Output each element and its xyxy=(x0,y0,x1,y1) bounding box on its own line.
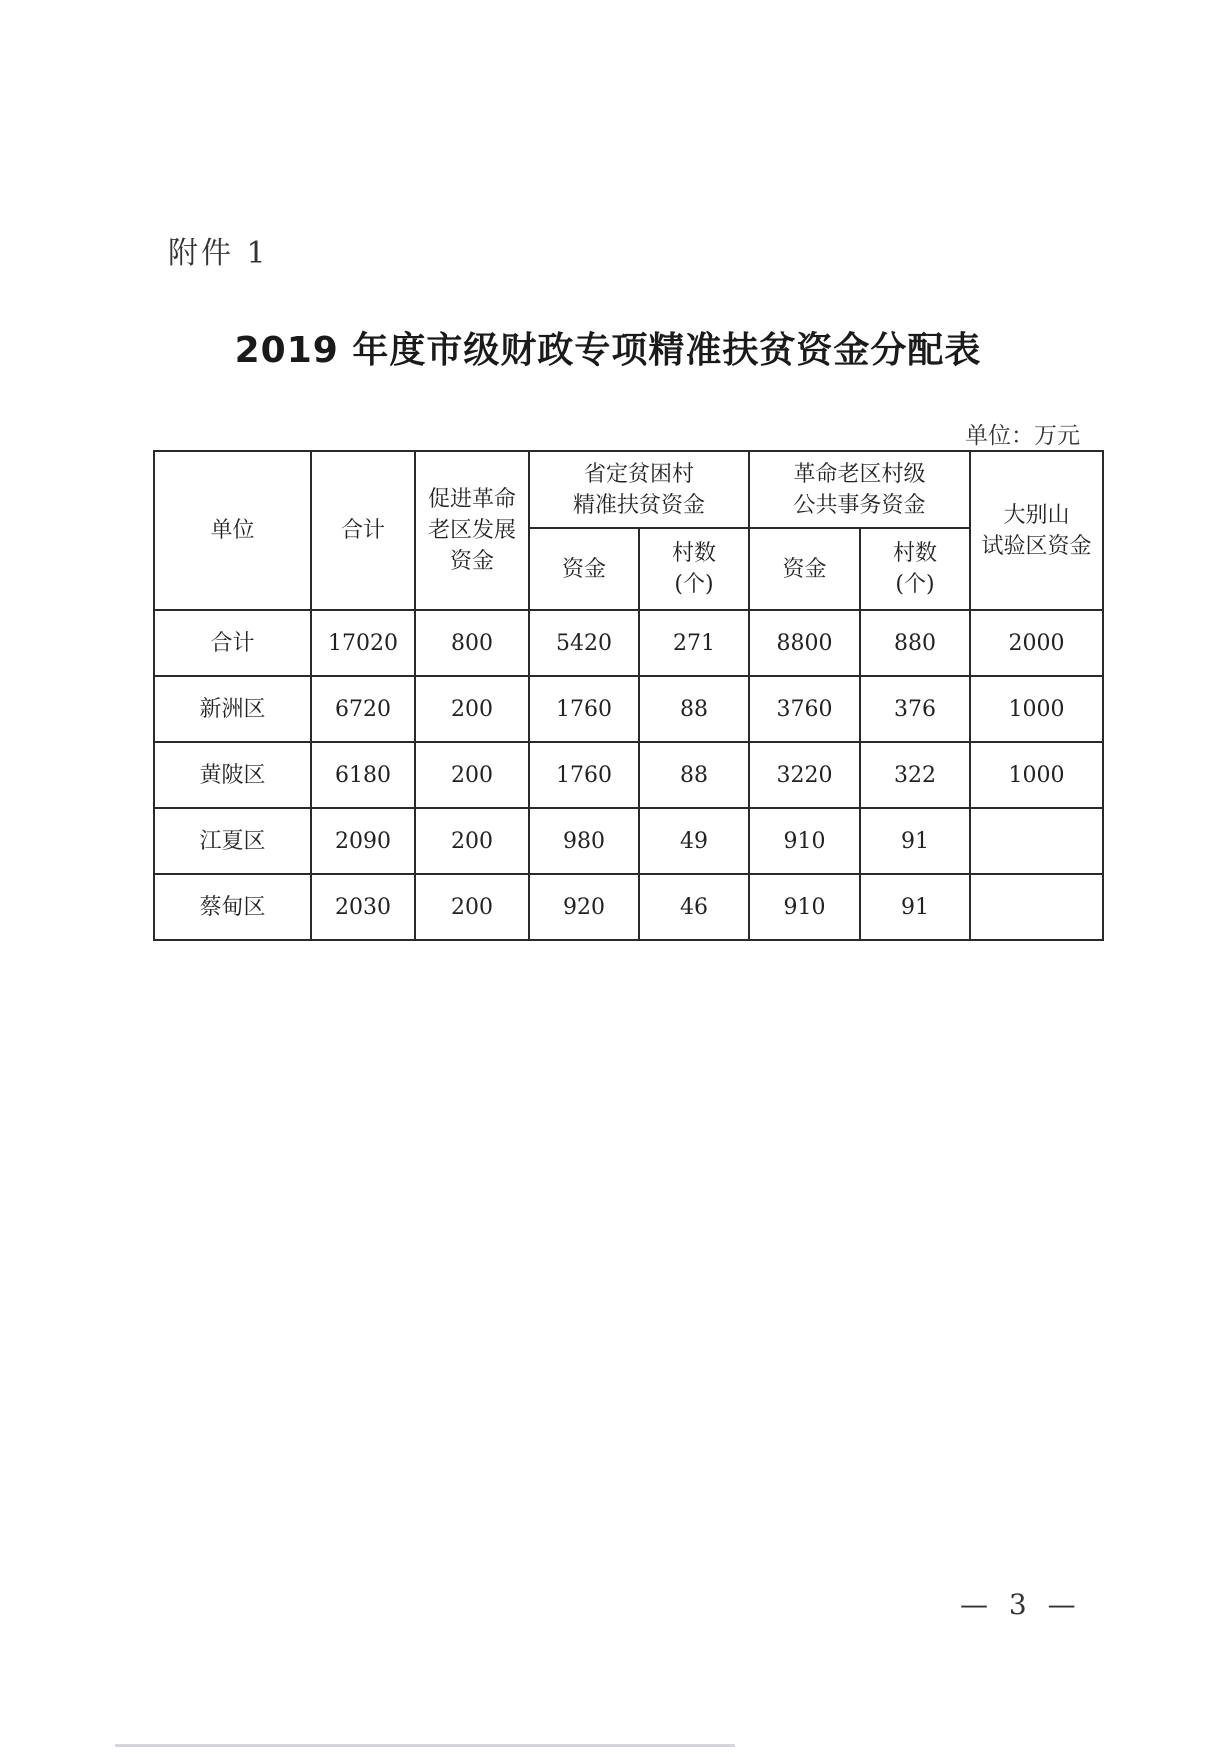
page-number: — 3 — xyxy=(960,1588,1082,1621)
cell-revolution-count: 376 xyxy=(860,676,970,742)
header-promote-line-1: 促进革命 xyxy=(427,487,516,512)
page-title: 2019 年度市级财政专项精准扶贫资金分配表 xyxy=(234,330,982,371)
cell-revolution-fund: 910 xyxy=(749,808,860,874)
scan-edge-mark xyxy=(115,1744,735,1747)
header-promote-line-2: 老区发展 xyxy=(427,518,516,543)
cell-dabie xyxy=(970,808,1103,874)
cell-province-fund: 5420 xyxy=(529,610,639,676)
header-province-fund: 资金 xyxy=(529,528,639,610)
cell-unit: 新洲区 xyxy=(154,676,311,742)
cell-promote: 200 xyxy=(415,742,529,808)
header-revolution-group xyxy=(749,451,970,528)
header-dabie-line-2: 试验区资金 xyxy=(981,533,1092,559)
header-province-count-line-2: (个) xyxy=(674,572,714,597)
header-province-group xyxy=(529,451,749,528)
header-dabie-line-1: 大别山 xyxy=(1003,502,1070,528)
cell-unit: 江夏区 xyxy=(154,808,311,874)
table-row xyxy=(154,742,1103,808)
allocation-table xyxy=(153,450,1104,941)
cell-revolution-count: 91 xyxy=(860,874,970,940)
cell-dabie: 1000 xyxy=(970,676,1103,742)
cell-total: 17020 xyxy=(311,610,415,676)
header-province-count-line-1: 村数 xyxy=(671,541,716,566)
cell-total: 6720 xyxy=(311,676,415,742)
cell-province-count: 88 xyxy=(639,676,749,742)
header-promote-fund xyxy=(415,451,529,610)
cell-promote: 200 xyxy=(415,676,529,742)
cell-unit: 合计 xyxy=(154,610,311,676)
cell-revolution-fund: 8800 xyxy=(749,610,860,676)
cell-province-count: 49 xyxy=(639,808,749,874)
header-revolution-line-1: 革命老区村级 xyxy=(793,461,926,487)
cell-total: 2090 xyxy=(311,808,415,874)
cell-revolution-fund: 910 xyxy=(749,874,860,940)
header-province-line-2: 精准扶贫资金 xyxy=(572,492,705,518)
table-row xyxy=(154,808,1103,874)
cell-total: 2030 xyxy=(311,874,415,940)
cell-dabie: 2000 xyxy=(970,610,1103,676)
cell-revolution-fund: 3760 xyxy=(749,676,860,742)
cell-revolution-count: 91 xyxy=(860,808,970,874)
cell-province-fund: 920 xyxy=(529,874,639,940)
header-unit: 单位 xyxy=(154,451,311,610)
table-row xyxy=(154,676,1103,742)
cell-dabie xyxy=(970,874,1103,940)
table-header-row xyxy=(154,451,1103,528)
cell-province-count: 88 xyxy=(639,742,749,808)
cell-unit: 黄陂区 xyxy=(154,742,311,808)
header-dabie-fund xyxy=(970,451,1103,610)
cell-province-fund: 1760 xyxy=(529,676,639,742)
cell-province-fund: 980 xyxy=(529,808,639,874)
cell-province-count: 271 xyxy=(639,610,749,676)
cell-revolution-count: 322 xyxy=(860,742,970,808)
header-province-line-1: 省定贫困村 xyxy=(583,461,694,487)
attachment-label: 附件 1 xyxy=(168,236,269,271)
header-promote-line-3: 资金 xyxy=(449,549,494,574)
cell-province-fund: 1760 xyxy=(529,742,639,808)
header-revolution-fund: 资金 xyxy=(749,528,860,610)
header-revolution-count xyxy=(860,528,970,610)
header-revolution-count-line-2: (个) xyxy=(895,572,935,597)
header-total: 合计 xyxy=(311,451,415,610)
cell-revolution-count: 880 xyxy=(860,610,970,676)
cell-promote: 200 xyxy=(415,874,529,940)
cell-promote: 800 xyxy=(415,610,529,676)
table-row xyxy=(154,610,1103,676)
cell-unit: 蔡甸区 xyxy=(154,874,311,940)
header-revolution-count-line-1: 村数 xyxy=(892,541,937,566)
table-row xyxy=(154,874,1103,940)
header-revolution-line-2: 公共事务资金 xyxy=(793,492,926,518)
cell-dabie: 1000 xyxy=(970,742,1103,808)
unit-label: 单位：万元 xyxy=(965,423,1080,449)
cell-revolution-fund: 3220 xyxy=(749,742,860,808)
cell-total: 6180 xyxy=(311,742,415,808)
header-province-count xyxy=(639,528,749,610)
cell-province-count: 46 xyxy=(639,874,749,940)
cell-promote: 200 xyxy=(415,808,529,874)
